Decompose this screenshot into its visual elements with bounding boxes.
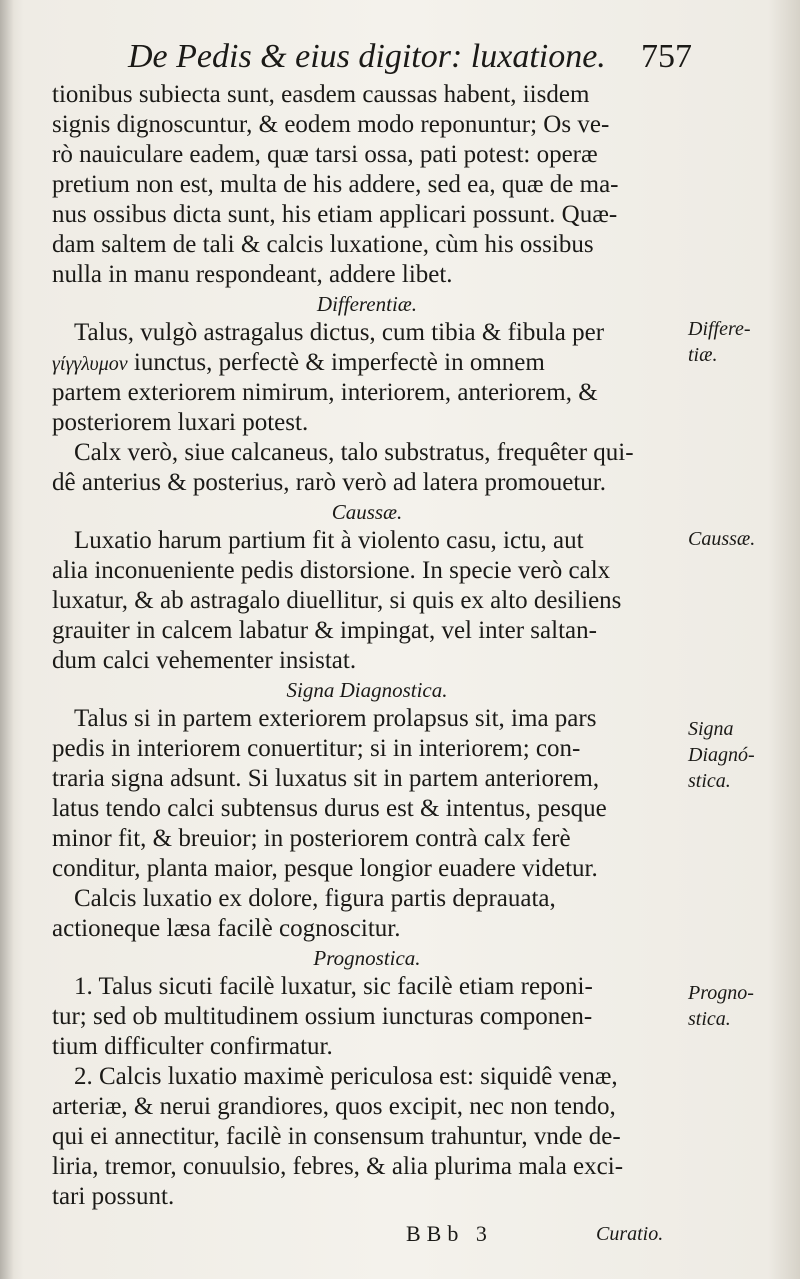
text-line: partem exteriorem nimirum, interiorem, anteriorem, & <box>52 379 598 406</box>
margin-note-signa <box>688 716 788 794</box>
page-footer <box>400 1216 700 1252</box>
text-line: Luxatio harum partium fit à violento casu, ictu, aut <box>74 527 584 554</box>
folio-number: 757 <box>641 38 692 75</box>
text-line: pretium non est, multa de his addere, sed ea, quæ de ma- <box>52 171 619 198</box>
text-line: traria signa adsunt. Si luxatus sit in partem anteriorem, <box>52 765 600 792</box>
gutter-shadow <box>0 0 14 1279</box>
text-line: tari possunt. <box>52 1183 175 1210</box>
text-line: dum calci vehementer insistat. <box>52 647 357 674</box>
text-block <box>52 80 682 1212</box>
text-line: 1. Talus sicuti facilè luxatur, sic facilè etiam reponi- <box>74 973 593 1000</box>
catchword: Curatio. <box>596 1223 664 1245</box>
text-line: conditur, planta maior, pesque longior euadere videtur. <box>52 855 598 882</box>
text-line: qui ei annectitur, facilè in consensum trahuntur, vnde de- <box>52 1123 621 1150</box>
margin-note-line: stica. <box>688 1008 731 1030</box>
text-line: signis dignoscuntur, & eodem modo reponuntur; Os ve- <box>52 111 610 138</box>
section-heading-caussae: Caussæ. <box>331 500 403 524</box>
margin-note-caussae <box>688 526 788 552</box>
text-line: dê anterius & posterius, rarò verò ad latera promouetur. <box>52 469 606 496</box>
text-line: rò nauiculare eadem, quæ tarsi ossa, pati potest: operæ <box>52 141 598 168</box>
text-line: tium difficulter confirmatur. <box>52 1033 333 1060</box>
text-line: Calcis luxatio ex dolore, figura partis deprauata, <box>74 885 556 912</box>
margin-note-line: tiæ. <box>688 344 718 366</box>
text-line: Talus, vulgò astragalus dictus, cum tibia & fibula per <box>74 319 605 346</box>
text-line: pedis in interiorem conuertitur; si in interiorem; con- <box>52 735 581 762</box>
margin-note-line: Caussæ. <box>688 528 756 550</box>
margin-note-line: Diagnó- <box>688 744 755 766</box>
text-line: minor fit, & breuior; in posteriorem contrà calx ferè <box>52 825 571 852</box>
margin-note-line: Signa <box>688 718 734 740</box>
signature-mark: BBb 3 <box>406 1221 493 1246</box>
text-line: grauiter in calcem labatur & impingat, vel inter saltan- <box>52 617 597 644</box>
text-line: arteriæ, & nerui grandiores, quos excipit, nec non tendo, <box>52 1093 616 1120</box>
running-header <box>128 34 692 80</box>
text-line: Talus si in partem exteriorem prolapsus sit, ima pars <box>74 705 597 732</box>
text-span: iunctus, perfectè & imperfectè in omnem <box>133 349 545 376</box>
text-line: actioneque læsa facilè cognoscitur. <box>52 915 401 942</box>
section-heading-prognostica: Prognostica. <box>313 946 421 970</box>
text-line: luxatur, & ab astragalo diuellitur, si quis ex alto desiliens <box>52 587 622 614</box>
greek-term: γίγγλυμον <box>52 353 128 375</box>
margin-note-line: Progno- <box>688 982 754 1004</box>
section-heading-differentiae: Differentiæ. <box>316 292 418 316</box>
margin-note-line: stica. <box>688 770 731 792</box>
margin-note-line: Differe- <box>688 318 751 340</box>
text-line: dam saltem de tali & calcis luxatione, cùm his ossibus <box>52 231 594 258</box>
text-line: tionibus subiecta sunt, easdem caussas habent, iisdem <box>52 81 590 108</box>
margin-note-differentiae <box>688 316 788 368</box>
text-line: nulla in manu respondeant, addere libet. <box>52 261 453 288</box>
text-line: liria, tremor, conuulsio, febres, & alia plurima mala exci- <box>52 1153 624 1180</box>
margin-note-prognostica <box>688 980 788 1032</box>
text-line <box>52 348 682 378</box>
text-line: alia inconueniente pedis distorsione. In specie verò calx <box>52 557 611 584</box>
text-line: nus ossibus dicta sunt, his etiam applicari possunt. Quæ- <box>52 201 618 228</box>
text-line: latus tendo calci subtensus durus est & intentus, pesque <box>52 795 607 822</box>
text-line: Calx verò, siue calcaneus, talo substratus, frequêter qui- <box>74 439 634 466</box>
running-title: De Pedis & eius digitor: luxatione. <box>128 38 606 75</box>
text-line: tur; sed ob multitudinem ossium iuncturas componen- <box>52 1003 593 1030</box>
text-line: posteriorem luxari potest. <box>52 409 309 436</box>
section-heading-signa: Signa Diagnostica. <box>286 678 448 702</box>
text-line: 2. Calcis luxatio maximè periculosa est: siquidê venæ, <box>74 1063 618 1090</box>
